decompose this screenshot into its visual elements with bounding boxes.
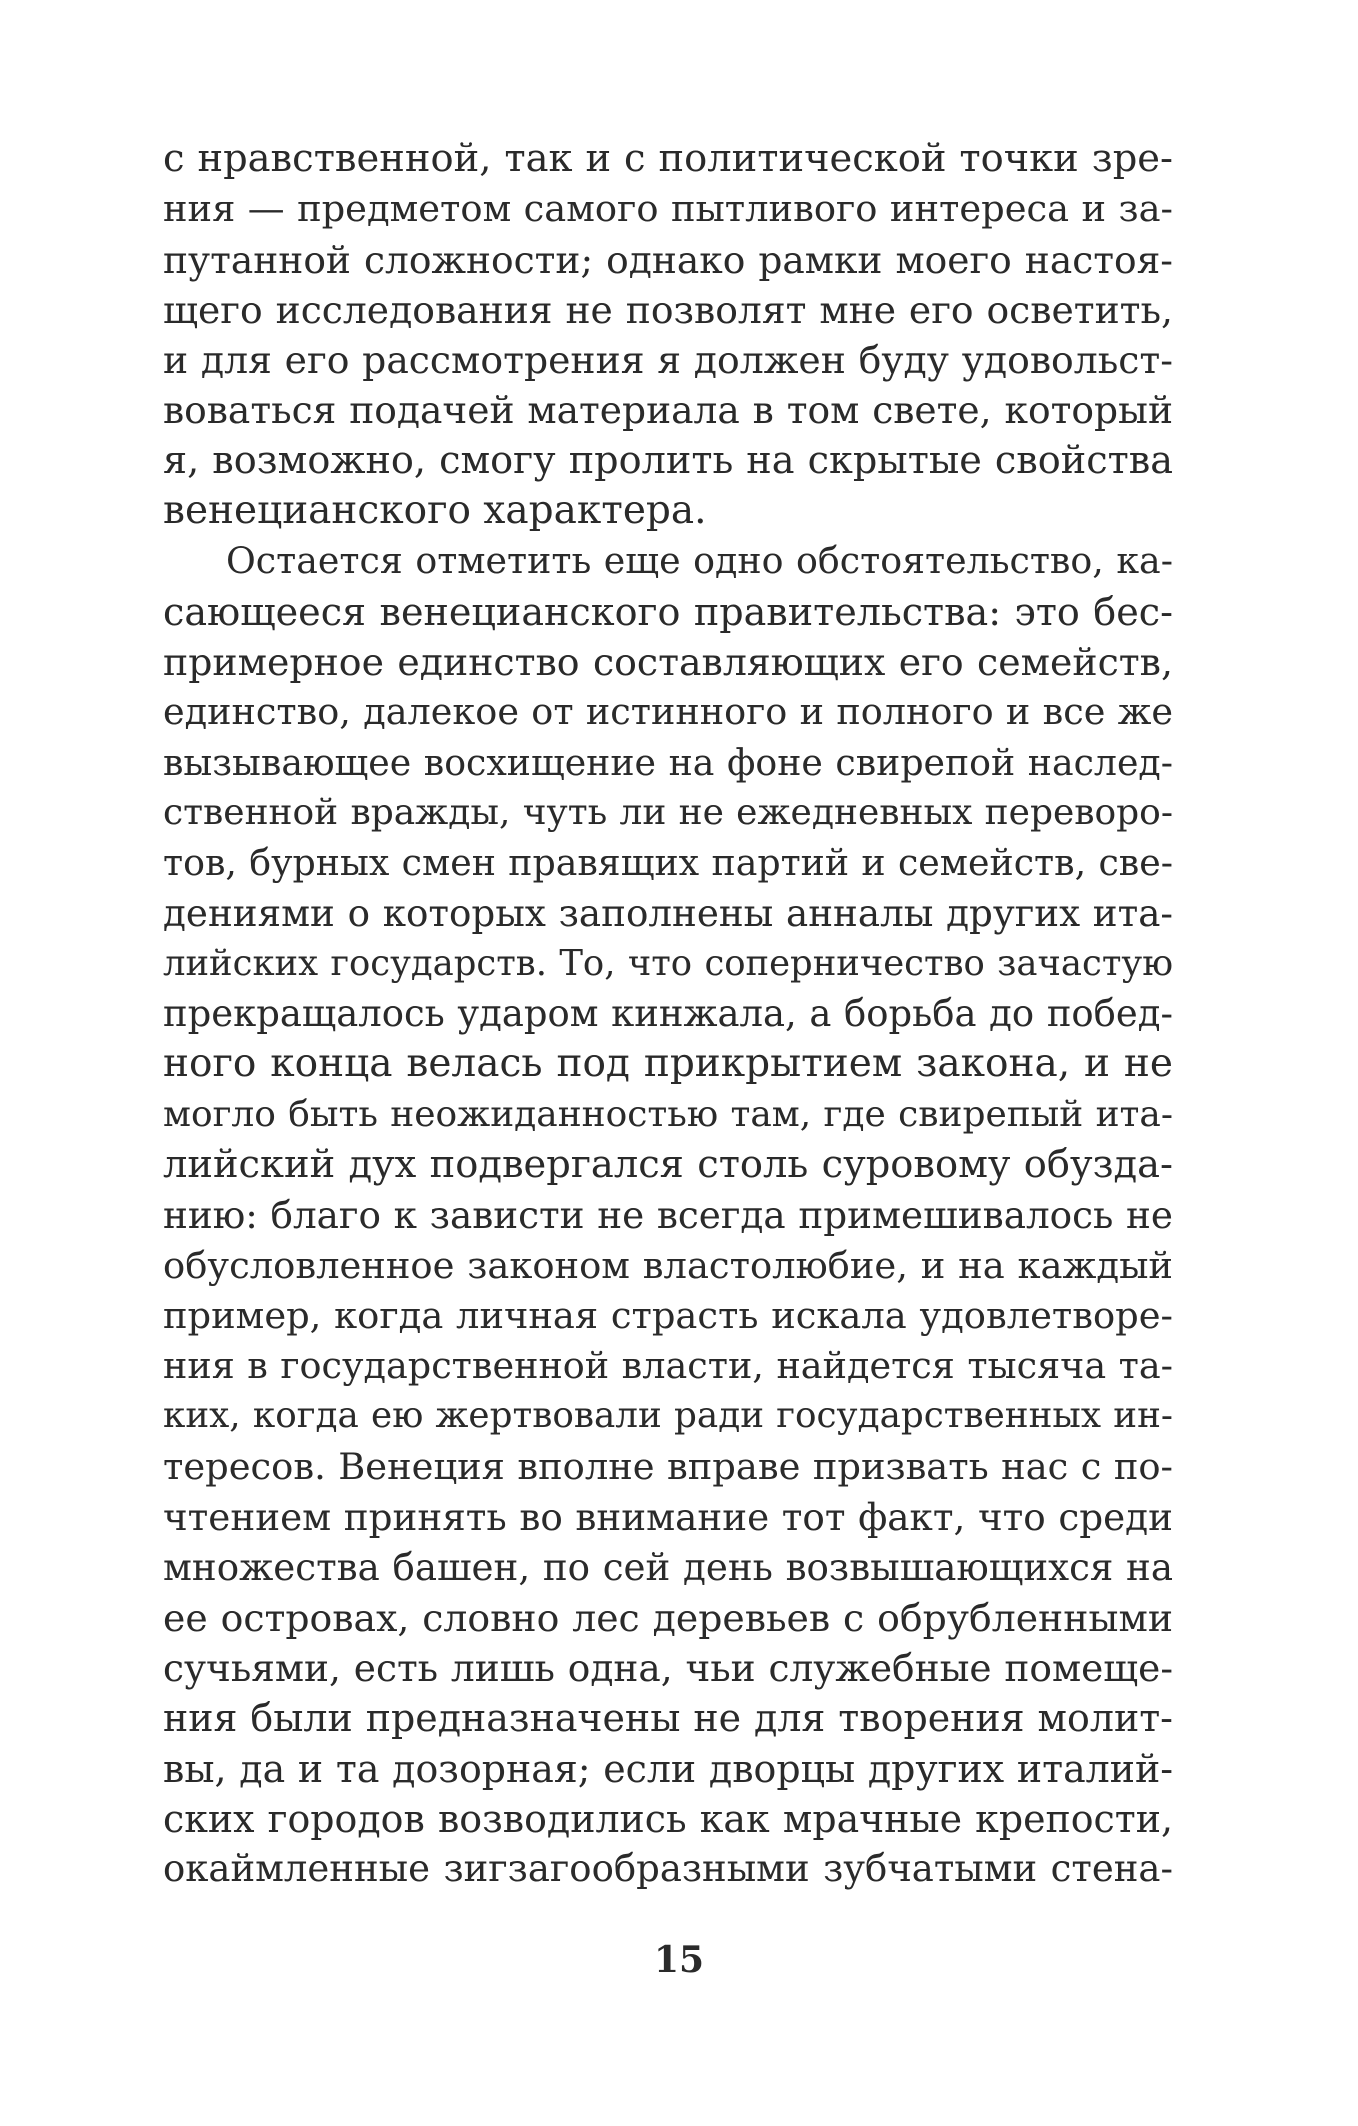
text-line: ния в государственной власти, найдется тысяча та- — [163, 1344, 1173, 1388]
text-line: прекращалось ударом кинжала, а борьба до побед- — [163, 992, 1173, 1036]
text-line: лийских государств. То, что соперничество зачастую — [163, 942, 1173, 984]
text-line: воваться подачей материала в том свете, который — [163, 388, 1173, 433]
text-line: множества башен, по сей день возвышающихся на — [163, 1545, 1173, 1590]
text-line: вызывающее восхищение на фоне свирепой наслед- — [163, 740, 1173, 784]
text-line: единство, далекое от истинного и полного и все же — [163, 690, 1173, 734]
text-line: нию: благо к зависти не всегда примешивалось не — [163, 1193, 1173, 1238]
text-line: тов, бурных смен правящих партий и семейств, све- — [163, 841, 1173, 885]
text-line: ее островах, словно лес деревьев с обрубленными — [163, 1595, 1173, 1640]
text-line: окаймленные зигзагообразными зубчатыми стена- — [163, 1847, 1173, 1891]
text-line: сающееся венецианского правительства: это бес- — [163, 589, 1173, 634]
text-line: ния — предметом самого пытливого интереса и за- — [163, 187, 1173, 231]
text-line: ких, когда ею жертвовали ради государственных ин- — [163, 1395, 1173, 1437]
text-line: обусловленное законом властолюбие, и на каждый — [163, 1243, 1173, 1287]
text-line: примерное единство составляющих его семейств, — [163, 639, 1173, 684]
text-line: я, возможно, смогу пролить на скрытые свойства — [163, 438, 1173, 483]
text-line: ного конца велась под прикрытием закона, и не — [163, 1041, 1173, 1087]
text-line: пример, когда личная страсть искала удовлетворе- — [163, 1293, 1173, 1337]
text-line: ния были предназначены не для творения молит- — [163, 1696, 1173, 1741]
text-line: лийский дух подвергался столь суровому обузда- — [163, 1141, 1173, 1187]
text-line: щего исследования не позволят мне его осветить, — [163, 287, 1173, 332]
text-line: сучьями, есть лишь одна, чьи служебные помеще- — [163, 1645, 1173, 1690]
text-line: ских городов возводились как мрачные крепости, — [163, 1796, 1173, 1841]
page-number: 15 — [653, 1939, 705, 1981]
text-line: венецианского характера. — [163, 488, 707, 534]
text-line: и для его рассмотрения я должен буду удовольст- — [163, 338, 1173, 383]
text-line: тересов. Венеция вполне вправе призвать нас с по- — [163, 1444, 1173, 1488]
text-line: могло быть неожиданностью там, где свирепый ита- — [163, 1093, 1173, 1135]
text-line: дениями о которых заполнены анналы других ита- — [163, 891, 1173, 936]
body-text — [163, 134, 1173, 1894]
text-line: с нравственной, так и с политической точки зре- — [163, 136, 1173, 181]
text-line: ственной вражды, чуть ли не ежедневных переворо- — [163, 791, 1173, 833]
text-line: Остается отметить еще одно обстоятельство, ка- — [226, 539, 1173, 583]
text-line: чтением принять во внимание тот факт, что среди — [163, 1495, 1173, 1540]
text-line: путанной сложности; однако рамки моего настоя- — [163, 237, 1173, 282]
text-line: вы, да и та дозорная; если дворцы других италий- — [163, 1746, 1173, 1791]
